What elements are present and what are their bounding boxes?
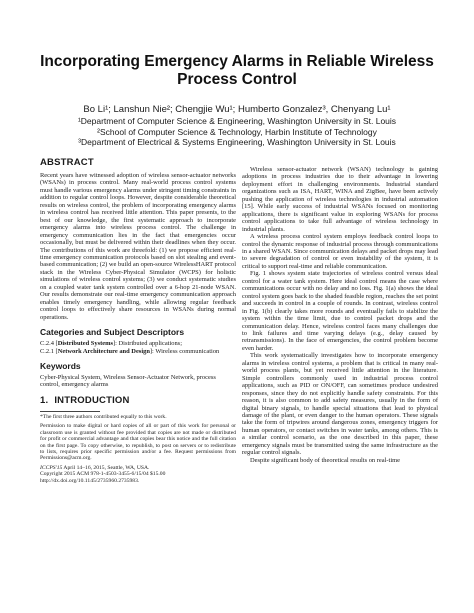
intro-heading: 1. INTRODUCTION xyxy=(40,394,130,406)
body-paragraph: Wireless sensor-actuator network (WSAN) technology is gaining adoptions in process industries due to their advantage in lowering deployment effort in challenging environments. Industrial standard organizations such as ISA, HART, WINA and ZigBee, have been actively pushing the application of wireless technologies in industrial automation [15]. While early success of industrial WSANs focused on monitoring applications, there is significant value in exploring WSANs for process control applications to take full advantage of wireless technology in industrial plants. xyxy=(242,166,438,233)
categories-heading: Categories and Subject Descriptors xyxy=(40,327,185,338)
abstract-text: Recent years have witnessed adoption of wireless sensor-actuator networks (WSANs) in process control. Many real-world process control systems must handle various emergency alarms under stringent timing constraints in addition to regular control loops. However, despite considerable theoretical results on wireless control, the problem of incorporating emergency alarms in wireless control has received little attention. This paper presents, to the best of our knowledge, the first systematic approach to incorporate emergency alarms into wireless process control. The challenge in emergency communication lies in the fact that emergencies occur occasionally, but must be delivered within their deadlines when they occur. The contributions of this work are threefold: (1) we propose efficient real-time emergency communication protocols based on slot stealing and event-based communication; (2) we build an open-source WirelessHART protocol stack in the Wireless Cyber-Physical Simulator (WCPS) for holistic simulations of wireless control systems; (3) we conduct systematic studies on a coupled water tank system controlled over a 6-hop 21-node WSAN. Our results demonstrate our real-time emergency communication approach enables timely emergency handling, while allowing regular feedback control loops to effectively share resources in WSANs during normal operations. xyxy=(40,172,236,321)
right-column xyxy=(242,166,438,464)
author-names: Bo Li¹; Lanshun Nie²; Chengjie Wu¹; Humberto Gonzalez³, Chenyang Lu¹ xyxy=(83,104,391,115)
author-footnote: *The first three authors contributed equally to this work. xyxy=(40,413,167,420)
body-paragraph: Despite significant body of theoretical results on real-time xyxy=(250,456,400,464)
body-paragraph: Fig. 1 shows system state trajectories of wireless control versus ideal control for a water tank system. Here ideal control means the case where communications occur with no delay and no loss. Fig. 1(a) shows the ideal control system goes back to the shaded feasible region, reaches the set point and succeeds in control in a couple of rounds. In contrast, wireless control in Fig. 1(b) clearly takes more rounds and eventually fails to stabilize the system within the time limit, due to control packet drops and the communication delay. Hence, wireless control faces many challenges due to link failures and time varying delays (e.g., delay caused by retransmissions). In the face of emergencies, the control problem become even harder. xyxy=(242,270,438,352)
author-block xyxy=(40,104,434,148)
affiliation-1: ¹Department of Computer Science & Engineering, Washington University in St. Louis xyxy=(77,116,397,126)
abstract-heading: ABSTRACT xyxy=(40,157,94,168)
body-paragraph: This work systematically investigates how to incorporate emergency alarms in wireless control systems, a problem that is critical in many real-world process plants, but yet received little attention in the literature. Simple controllers commonly used in industrial process control applications, such as PID or ON/OFF, can sometimes produce undesired responses, since they do not explicitly handle safety constraints. For this reason, it is also common to add safety measures, usually in the form of digital binary signals, to handle special situations that lead to physical damage of the plant, or even danger to the human operators. These signals take the form of tripwires around dangerous zones, emergency triggers for human operators, or contact switches in water tanks, among others. This is a similar control scenario, as the one described in this paper, these emergency signals must be transmitted using the same infrastructure as the regular control signals. xyxy=(242,352,438,457)
keywords-text: Cyber-Physical System, Wireless Sensor-Actuator Network, process control, emergency alarms xyxy=(40,373,216,389)
category-item: C.2.4 [Distributed Systems]: Distributed applications; xyxy=(40,340,182,348)
keywords-heading: Keywords xyxy=(40,360,81,371)
left-column xyxy=(40,157,236,484)
paper-title: Incorporating Emergency Alarms in Reliable Wireless Process Control xyxy=(40,53,434,88)
footnote-rule xyxy=(40,411,100,412)
affiliation-2: ²School of Computer Science & Technology, Harbin Institute of Technology xyxy=(97,126,377,137)
affiliation-3: ³Department of Electrical & Systems Engineering, Washington University in St. Louis xyxy=(78,137,396,147)
permission-notice: Permission to make digital or hard copies of all or part of this work for personal or classroom use is granted without fee provided that copies are not made or distributed for profit or commercial advantage and that copies bear this notice and the full citation on the first page. To copy otherwise, to republish, to post on servers or to redistribute to lists, requires prior specific permission and/or a fee. Request permissions from Permissions@acm.org. xyxy=(40,423,236,462)
body-paragraph: A wireless process control system employs feedback control loops to control the dynamic response of industrial process through communications in a shared WSAN. Since communication delays and packet drops may lead to severe degradation of control or even instability of the system, it is critical to support real-time and reliable communication. xyxy=(242,233,438,270)
conference-info: ICCPS'15 April 14–16, 2015, Seattle, WA, USA. Copyright 2015 ACM 978-1-4503-3455-6/15/04 $15.00 http://dx.doi.org/10.1145/2735960.2735983. xyxy=(40,464,166,484)
category-item: C.2.1 [Network Architecture and Design]: Wireless communication xyxy=(40,347,220,355)
